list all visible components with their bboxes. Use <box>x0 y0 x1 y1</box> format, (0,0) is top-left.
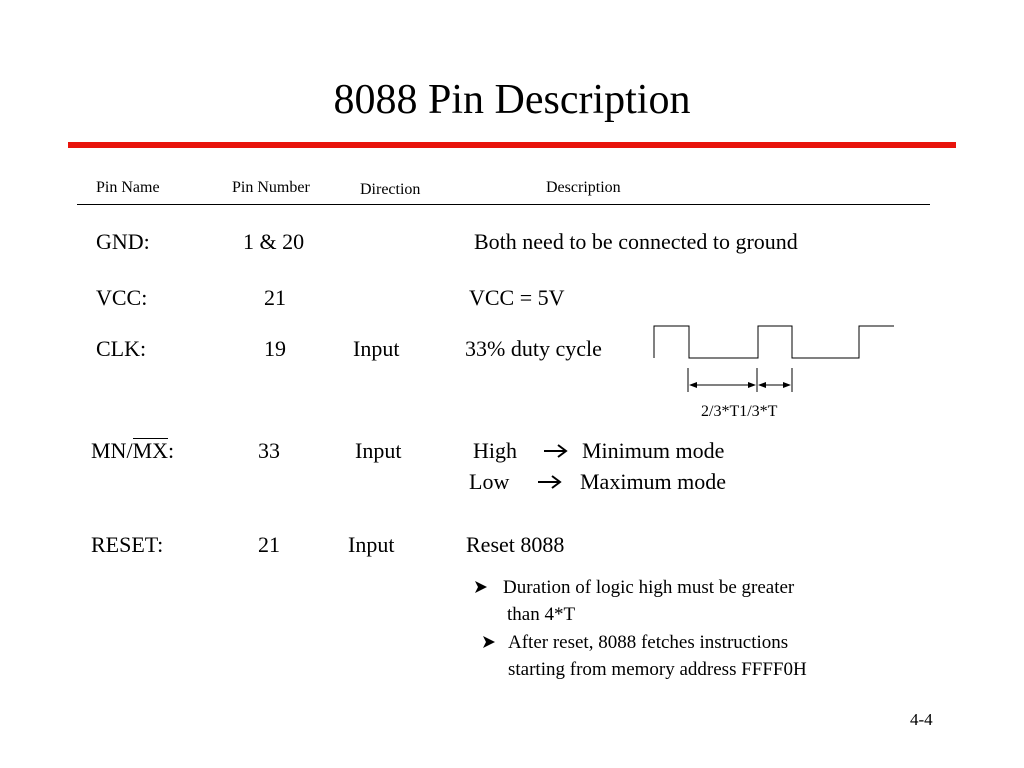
mnmx-high-label: High <box>473 438 517 463</box>
mnmx-low-label: Low <box>469 469 510 494</box>
clk-pin-name: CLK: <box>96 336 147 361</box>
mnmx-high-mode: Minimum mode <box>582 438 725 463</box>
gnd-description: Both need to be connected to ground <box>474 229 798 254</box>
arrow-right-icon <box>537 475 563 489</box>
header-description: Description <box>546 179 621 196</box>
title-underline <box>68 142 956 148</box>
vcc-pin-number: 21 <box>264 285 286 310</box>
gnd-pin-name: GND: <box>96 229 150 254</box>
reset-bullet-1-line-1: Duration of logic high must be greater <box>503 577 795 598</box>
clk-direction: Input <box>353 336 400 361</box>
reset-bullet-1-line-2: than 4*T <box>507 604 576 625</box>
reset-pin-number: 21 <box>258 532 280 557</box>
clk-description: 33% duty cycle <box>465 336 602 361</box>
mnmx-pin-number: 33 <box>258 438 280 463</box>
reset-pin-name: RESET: <box>91 532 164 557</box>
mnmx-pin-name <box>91 438 174 464</box>
header-pin-number: Pin Number <box>232 179 310 196</box>
mnmx-direction: Input <box>355 438 402 463</box>
reset-bullet-2-line-2: starting from memory address FFFF0H <box>508 659 807 680</box>
arrowhead-bullet-icon <box>474 580 488 594</box>
clock-period-label: 2/3*T1/3*T <box>701 403 778 420</box>
reset-bullet-2-line-1: After reset, 8088 fetches instructions <box>508 632 789 653</box>
mx-overbar-label: MX <box>132 438 169 463</box>
slide-title: 8088 Pin Description <box>333 77 691 123</box>
arrowhead-bullet-icon <box>482 635 496 649</box>
reset-direction: Input <box>348 532 395 557</box>
clock-waveform <box>650 318 900 398</box>
arrowhead-left-2 <box>758 382 766 388</box>
reset-description: Reset 8088 <box>466 532 565 557</box>
arrowhead-right-2 <box>783 382 791 388</box>
clock-waveform-line <box>654 326 894 358</box>
vcc-pin-name: VCC: <box>96 285 148 310</box>
arrow-right-icon <box>543 444 569 458</box>
header-rule <box>77 204 930 205</box>
mnmx-colon: : <box>168 438 175 463</box>
arrowhead-left-1 <box>689 382 697 388</box>
page-number: 4-4 <box>910 710 933 729</box>
header-direction: Direction <box>360 181 421 198</box>
arrowhead-right-1 <box>748 382 756 388</box>
mn-label: MN/ <box>91 438 133 463</box>
mnmx-low-mode: Maximum mode <box>580 469 727 494</box>
gnd-pin-number: 1 & 20 <box>243 229 305 254</box>
header-pin-name: Pin Name <box>96 179 160 196</box>
clk-pin-number: 19 <box>264 336 286 361</box>
vcc-description: VCC = 5V <box>469 285 565 310</box>
